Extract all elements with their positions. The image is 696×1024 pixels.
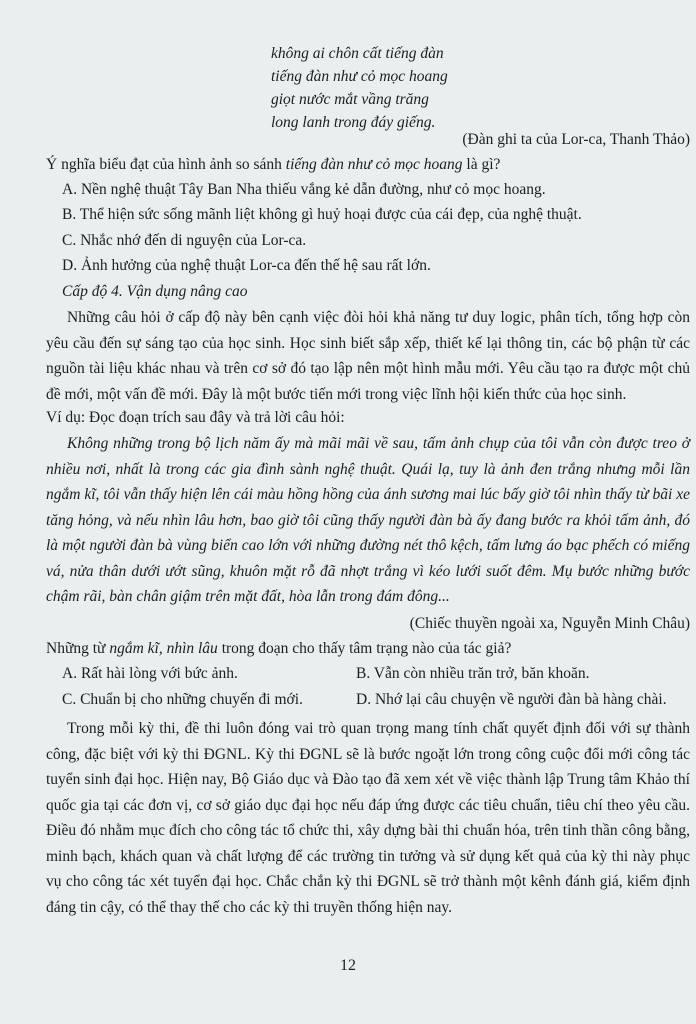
question-2-option-d: D. Nhớ lại câu chuyện về người đàn bà hàng chài. [356,691,667,708]
excerpt-source: (Chiếc thuyền ngoài xa, Nguyễn Minh Châu) [409,615,690,632]
question-2-option-a: A. Rất hài lòng với bức ảnh. [62,665,238,682]
excerpt-passage: Không những trong bộ lịch năm ấy mà mãi mãi về sau, tấm ảnh chụp của tôi vẫn còn được treo ở nhiều nơi, nhất là trong các gia đình sành nghệ thuật. Quái lạ, tuy là ảnh đen trắng nhưng mỗi lần ngắm kĩ, tôi vẫn thấy hiện lên cái màu hồng hồng của ánh sương mai lúc bấy giờ tôi nhìn thấy từ bãi xe tăng hỏng, và nếu nhìn lâu hơn, bao giờ tôi cũng thấy người đàn bà ấy đang bước ra khỏi tấm ảnh, đó là một người đàn bà vùng biển cao lớn với những đường nét thô kệch, tấm lưng áo bạc phếch có miếng vá, nửa thân dưới ướt sũng, khuôn mặt rỗ đã nhợt trắng vì kéo lưới suốt đêm. Mụ bước những bước chậm rãi, bàn chân giậm trên mặt đất, hòa lẫn trong đám đông... [46,435,690,605]
closing-paragraph: Trong mỗi kỳ thi, đề thi luôn đóng vai trò quan trọng mang tính chất quyết định đối với sự thành công, đặc biệt với kỳ thi ĐGNL. Kỳ thi ĐGNL sẽ là bước ngoặt lớn trong công cuộc đổi mới công tác tuyển sinh đại học. Hiện nay, Bộ Giáo dục và Đào tạo đã xem xét về việc thành lập Trung tâm Khảo thí quốc gia tại các đơn vị, cơ sở giáo dục đại học nếu đáp ứng được các tiêu chuẩn, tiêu chí theo yêu cầu. Điều đó nhằm mục đích cho công tác tổ chức thi, xây dựng bài thi chuẩn hóa, trên tinh thần công bằng, minh bạch, khách quan và chất lượng để các trường tin tưởng và sử dụng kết quả của kỳ thi này phục vụ cho công tác xét tuyển đại học. Chắc chắn kỳ thi ĐGNL sẽ trở thành một kênh đánh giá, kiểm định đáng tin cậy, có thể thay thế cho các kỳ thi truyền thống hiện nay. [46,720,690,916]
example-intro: Ví dụ: Đọc đoạn trích sau đây và trả lời câu hỏi: [46,409,345,426]
section-heading: Cấp độ 4. Vận dụng nâng cao [62,283,248,300]
question-1-option-a: A. Nền nghệ thuật Tây Ban Nha thiếu vắng kẻ dẫn đường, như cỏ mọc hoang. [62,181,546,198]
level-4-paragraph: Những câu hỏi ở cấp độ này bên cạnh việc đòi hỏi khả năng tư duy logic, phân tích, tổng hợp còn yêu cầu đến sự sáng tạo của học sinh. Học sinh biết sắp xếp, thiết kế lại thông tin, các bộ phận từ các nguồn tài liệu khác nhau và trên cơ sở đó tạo lập nên một hình mẫu mới. Yêu cầu tạo ra được một chủ đề mới, một vấn đề mới. Đây là một bước tiến mới trong việc lĩnh hội kiến thức của học sinh. [46,309,690,403]
poem-line: giọt nước mắt vầng trăng [271,91,429,108]
question-1-option-c: C. Nhắc nhớ đến di nguyện của Lor-ca. [62,232,307,249]
page-number: 12 [340,957,356,974]
poem-line: long lanh trong đáy giếng. [271,114,436,131]
question-2-option-c: C. Chuẩn bị cho những chuyến đi mới. [62,691,303,708]
poem-source: (Đàn ghi ta của Lor-ca, Thanh Thảo) [462,131,690,148]
poem-line: không ai chôn cất tiếng đàn [271,45,444,62]
question-1-option-b: B. Thể hiện sức sống mãnh liệt không gì huỷ hoại được của cái đẹp, của nghệ thuật. [62,206,582,223]
question-2-stem: Những từ ngắm kĩ, nhìn lâu trong đoạn cho thấy tâm trạng nào của tác giả? [46,640,512,657]
poem-excerpt [271,42,448,134]
poem-line: tiếng đàn như cỏ mọc hoang [271,68,448,85]
question-2-option-b: B. Vẫn còn nhiều trăn trở, băn khoăn. [356,665,590,682]
question-1-stem: Ý nghĩa biểu đạt của hình ảnh so sánh tiếng đàn như cỏ mọc hoang là gì? [46,156,501,173]
question-1-option-d: D. Ảnh hưởng của nghệ thuật Lor-ca đến thế hệ sau rất lớn. [62,257,431,274]
